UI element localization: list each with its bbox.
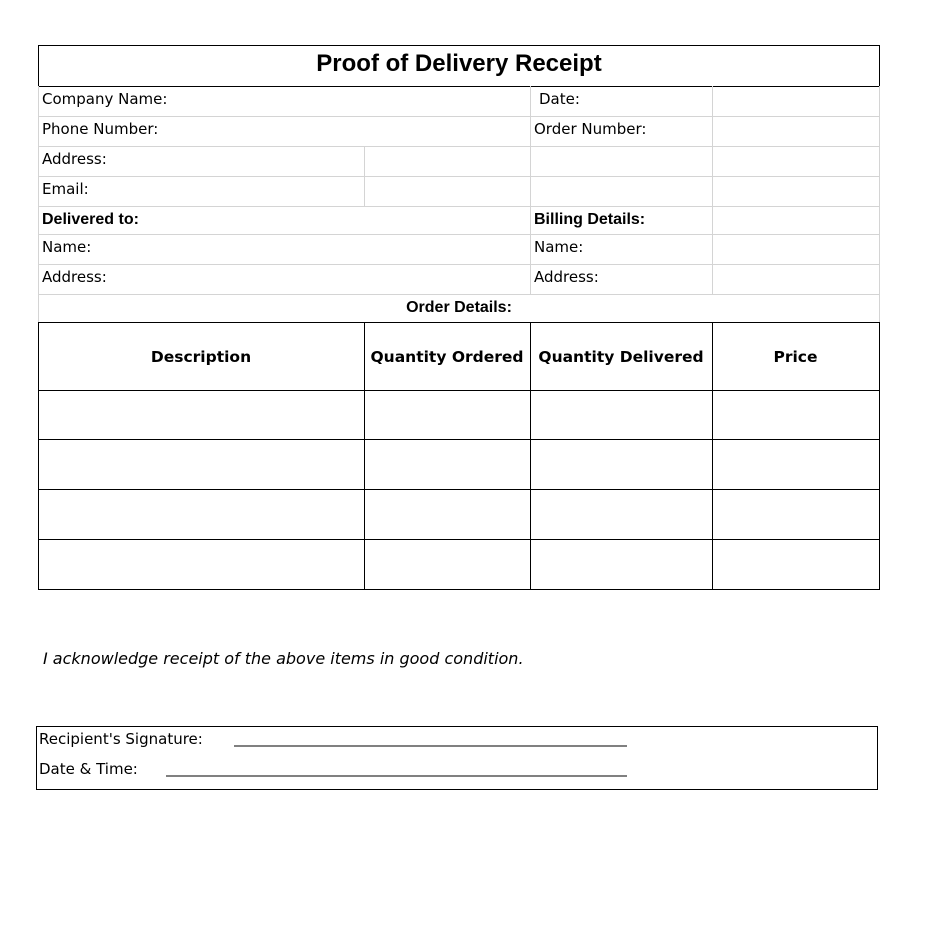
acknowledgement-text: I acknowledge receipt of the above items in good condition. <box>43 649 524 668</box>
description-cell[interactable] <box>39 490 364 539</box>
quantity-ordered-cell[interactable] <box>365 440 530 489</box>
column-header-price: Price <box>773 348 818 366</box>
price-cell[interactable] <box>713 391 879 439</box>
page-title: Proof of Delivery Receipt <box>316 50 602 77</box>
recipient-signature-label: Recipient's Signature: <box>39 730 203 748</box>
delivered-address-label: Address: <box>42 268 107 286</box>
address-field[interactable] <box>364 146 530 176</box>
price-cell[interactable] <box>713 440 879 489</box>
date-time-line[interactable] <box>166 775 627 777</box>
column-header-description: Description <box>150 348 252 366</box>
date-time-label: Date & Time: <box>39 760 138 778</box>
billing-details-heading: Billing Details: <box>534 211 646 228</box>
billing-name-field[interactable] <box>712 234 879 264</box>
phone-number-label: Phone Number: <box>42 120 159 138</box>
quantity-ordered-cell[interactable] <box>365 540 530 589</box>
column-header-quantity-ordered: Quantity Ordered <box>370 348 524 366</box>
delivered-to-heading: Delivered to: <box>42 211 139 228</box>
order-number-field[interactable] <box>712 116 879 146</box>
quantity-delivered-cell[interactable] <box>531 540 712 589</box>
order-number-label: Order Number: <box>534 120 647 138</box>
description-cell[interactable] <box>39 440 364 489</box>
quantity-delivered-cell[interactable] <box>531 490 712 539</box>
quantity-ordered-cell[interactable] <box>365 391 530 439</box>
delivered-name-field[interactable] <box>38 234 530 264</box>
delivered-name-label: Name: <box>42 238 92 256</box>
price-cell[interactable] <box>713 540 879 589</box>
billing-name-label: Name: <box>534 238 584 256</box>
email-field[interactable] <box>364 176 530 206</box>
date-label: Date: <box>539 90 580 108</box>
column-header-quantity-delivered: Quantity Delivered <box>538 348 704 366</box>
description-cell[interactable] <box>39 540 364 589</box>
quantity-delivered-cell[interactable] <box>531 391 712 439</box>
delivered-address-field[interactable] <box>38 264 530 294</box>
description-cell[interactable] <box>39 391 364 439</box>
quantity-delivered-cell[interactable] <box>531 440 712 489</box>
company-name-label: Company Name: <box>42 90 168 108</box>
recipient-signature-line[interactable] <box>234 745 627 747</box>
quantity-ordered-cell[interactable] <box>365 490 530 539</box>
price-cell[interactable] <box>713 490 879 539</box>
order-details-heading: Order Details: <box>406 299 512 316</box>
date-field[interactable] <box>712 86 879 116</box>
billing-address-label: Address: <box>534 268 599 286</box>
email-label: Email: <box>42 180 89 198</box>
address-label: Address: <box>42 150 107 168</box>
billing-address-field[interactable] <box>712 264 879 294</box>
